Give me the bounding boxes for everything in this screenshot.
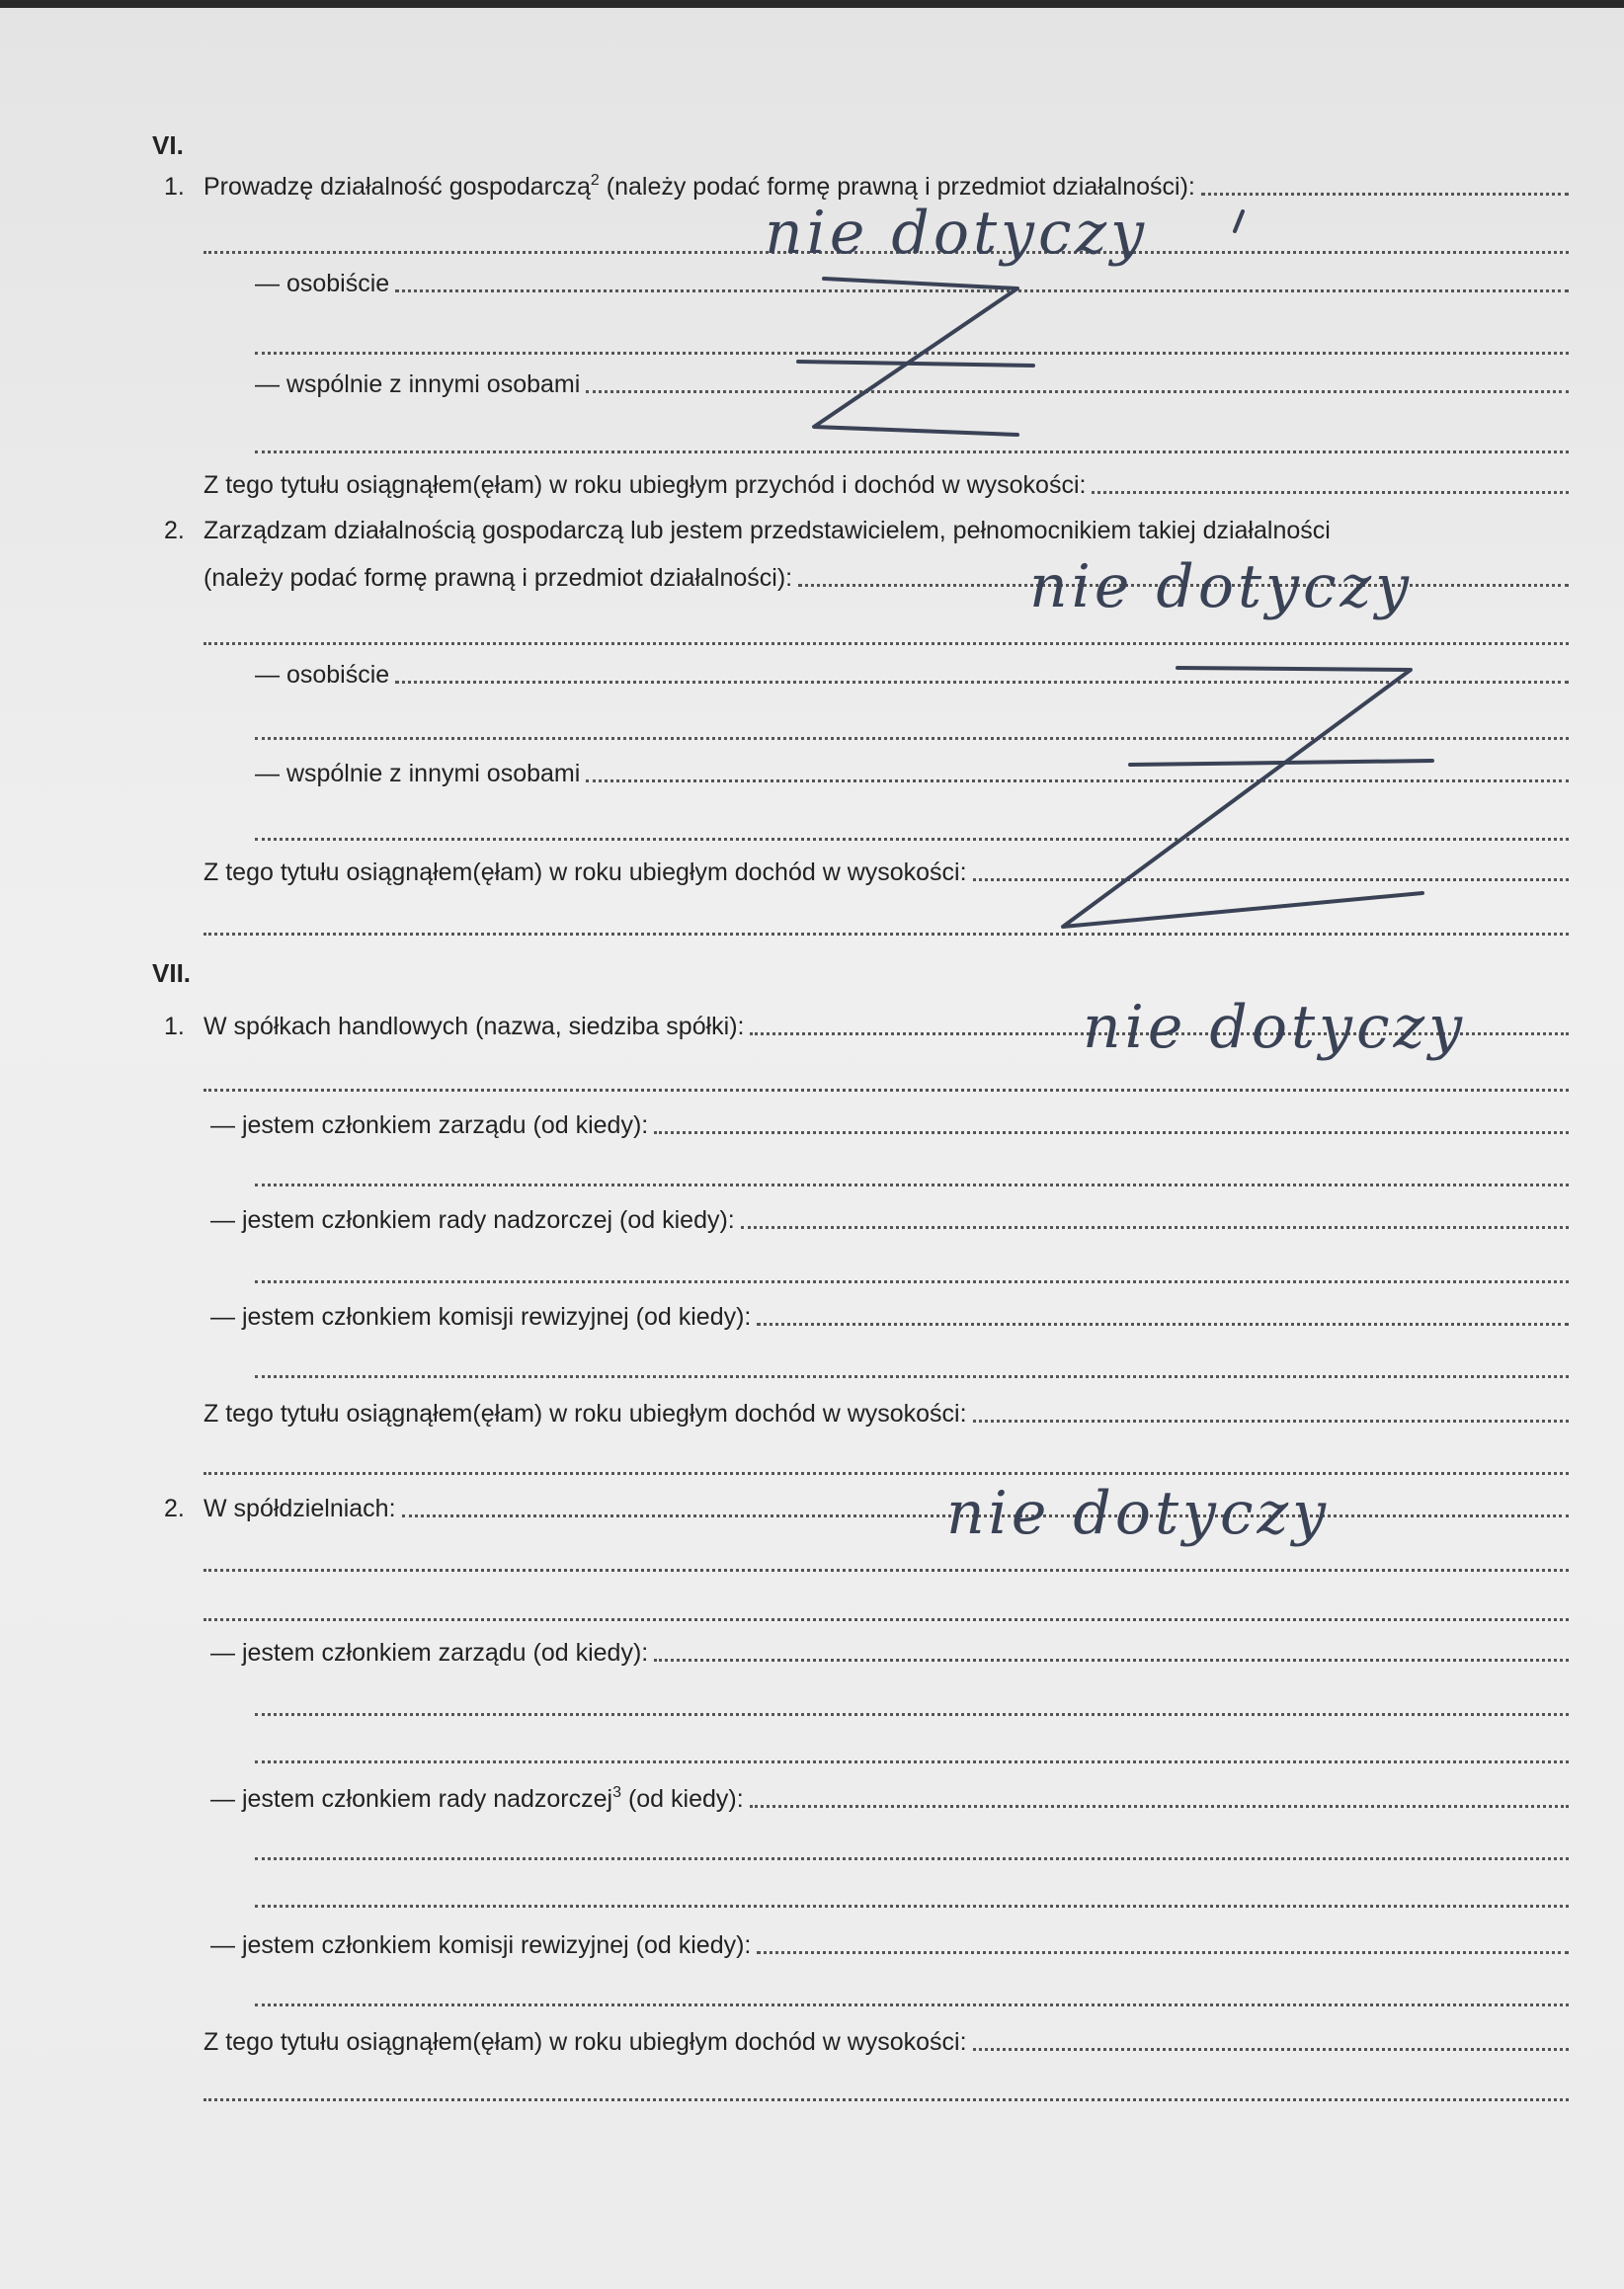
tick-mark	[1235, 211, 1243, 231]
vii-item2-number: 2.	[164, 1495, 185, 1522]
vii-item2-supervisory-label: — jestem członkiem rady nadzorczej$^3$ (od kiedy):	[210, 1784, 744, 1813]
section-vii-heading: VII.	[152, 958, 192, 988]
handwritten-answer-vii-2: nie dotyczy	[946, 1479, 1331, 1548]
footnote-2-marker: 2	[590, 172, 600, 189]
handwritten-answer-vii-1: nie dotyczy	[1083, 993, 1467, 1062]
vi-item1-jointly-label: — wspólnie z innymi osobami	[255, 370, 581, 398]
vii-item1-income-label: Z tego tytułu osiągnąłem(ęłam) w roku ubiegłym dochód w wysokości:	[203, 1400, 967, 1428]
z-cross-out-mark-vi-1	[814, 279, 1017, 435]
vi-item2-label-1: Zarządzam działalnością gospodarczą lub jestem przedstawicielem, pełnomocnikiem takiej działalności	[203, 517, 1331, 544]
vii-item1-audit-label: — jestem członkiem komisji rewizyjnej (od kiedy):	[210, 1303, 752, 1331]
vi-item2-personally-label: — osobiście	[255, 661, 390, 689]
footnote-3-marker: 3	[612, 1784, 621, 1801]
vi-item2-income-label: Z tego tytułu osiągnąłem(ęłam) w roku ubiegłym dochód w wysokości:	[203, 858, 967, 886]
z-strike-line-vi-1	[798, 362, 1033, 366]
vi-item2-label-2: (należy podać formę prawną i przedmiot działalności):	[203, 564, 793, 592]
vii-item2-audit-label: — jestem członkiem komisji rewizyjnej (od kiedy):	[210, 1931, 752, 1959]
vi-item1-personally-label: — osobiście	[255, 270, 390, 297]
vi-item2-jointly-label: — wspólnie z innymi osobami	[255, 760, 581, 787]
z-cross-out-mark-vi-2	[1063, 668, 1422, 927]
vii-item1-number: 1.	[164, 1013, 185, 1040]
section-vi-heading: VI.	[152, 130, 184, 160]
vi-item2-number: 2.	[164, 517, 185, 544]
handwritten-answer-vi-2: nie dotyczy	[1029, 552, 1414, 621]
handwritten-answer-vi-1: nie dotyczy	[765, 199, 1149, 268]
vi-item1-number: 1.	[164, 173, 185, 201]
vi-item1-income-label: Z tego tytułu osiągnąłem(ęłam) w roku ubiegłym przychód i dochód w wysokości:	[203, 471, 1087, 499]
vii-item1-label: W spółkach handlowych (nazwa, siedziba spółki):	[203, 1013, 745, 1040]
vii-item1-board-label: — jestem członkiem zarządu (od kiedy):	[210, 1111, 649, 1139]
vii-item1-supervisory-label: — jestem członkiem rady nadzorczej (od kiedy):	[210, 1206, 735, 1234]
vii-item2-board-label: — jestem członkiem zarządu (od kiedy):	[210, 1639, 649, 1667]
vii-item2-income-label: Z tego tytułu osiągnąłem(ęłam) w roku ubiegłym dochód w wysokości:	[203, 2028, 967, 2056]
z-strike-line-vi-2	[1130, 761, 1432, 765]
vii-item2-label: W spółdzielniach:	[203, 1495, 396, 1522]
vi-item1-label: Prowadzę działalność gospodarczą$^2$ (należy podać formę prawną i przedmiot działalności):	[203, 172, 1195, 201]
